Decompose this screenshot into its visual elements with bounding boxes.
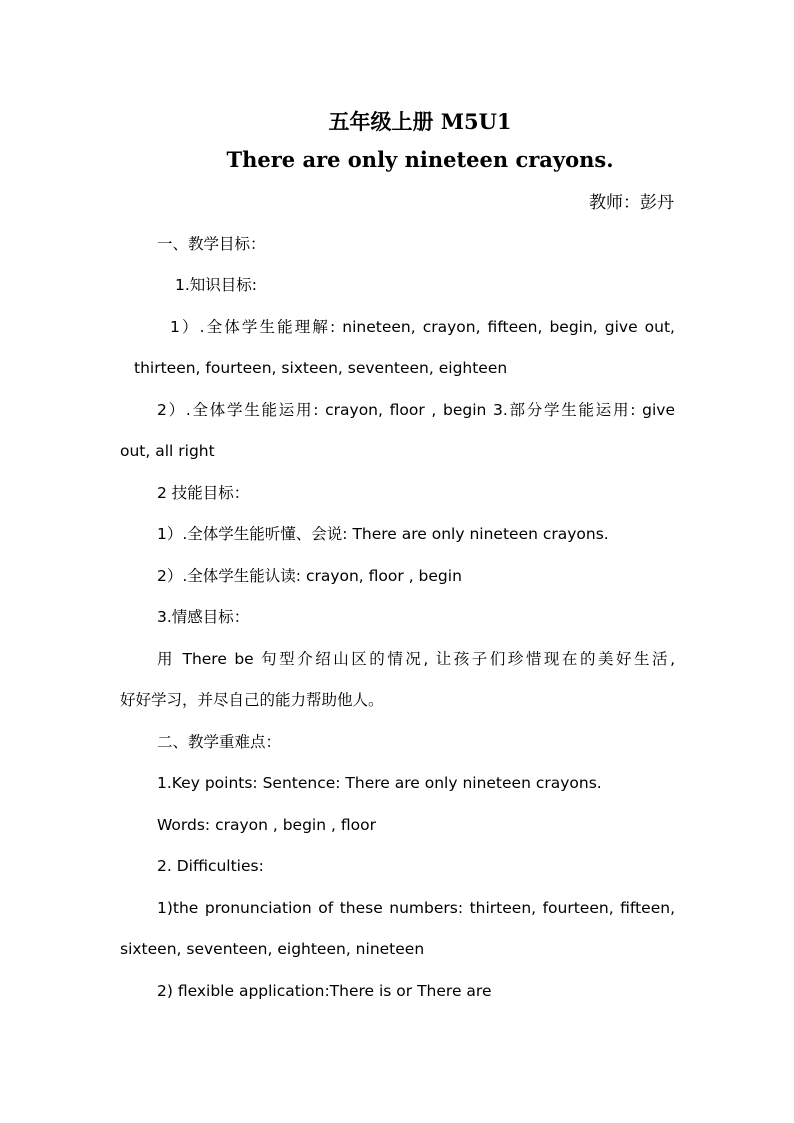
document-subtitle: There are only nineteen crayons. [226, 147, 614, 172]
paragraph-line: 好好学习，并尽自己的能力帮助他人。 [120, 691, 384, 709]
paragraph-line: sixteen, seventeen, eighteen, nineteen [120, 940, 425, 958]
subheading-knowledge: 1.知识目标: [175, 276, 258, 294]
subheading-skills: 2 技能目标： [157, 484, 250, 502]
paragraph-line: 2) flexible application:There is or There are [157, 982, 492, 1000]
section-heading-key-points: 二、教学重难点： [157, 733, 282, 751]
paragraph-line: 用 There be 句型介绍山区的情况, 让孩子们珍惜现在的美好生活, [157, 650, 675, 668]
subheading-emotion: 3.情感目标： [157, 608, 250, 626]
paragraph-line: Words: crayon , begin , floor [157, 816, 376, 834]
paragraph-line: 2）.全体学生能认读: crayon, floor , begin [157, 567, 462, 585]
paragraph-line: 1）.全体学生能理解: nineteen, crayon, fifteen, begin, give out, [170, 318, 675, 336]
subheading-difficulties: 2. Difficulties: [157, 857, 264, 875]
paragraph-line: thirteen, fourteen, sixteen, seventeen, eighteen [134, 359, 508, 377]
paragraph-line: 2）.全体学生能运用: crayon, floor , begin 3.部分学生能运用: give [157, 401, 675, 419]
paragraph-line: 1.Key points: Sentence: There are only nineteen crayons. [157, 774, 602, 792]
paragraph-line: out, all right [120, 442, 215, 460]
section-heading-objectives: 一、教学目标： [157, 235, 266, 253]
teacher-name: 教师：彭丹 [589, 193, 674, 213]
paragraph-line: 1）.全体学生能听懂、会说: There are only nineteen crayons. [157, 525, 609, 543]
paragraph-line: 1)the pronunciation of these numbers: thirteen, fourteen, fifteen, [157, 899, 675, 917]
document-title: 五年级上册 M5U1 [328, 109, 512, 134]
